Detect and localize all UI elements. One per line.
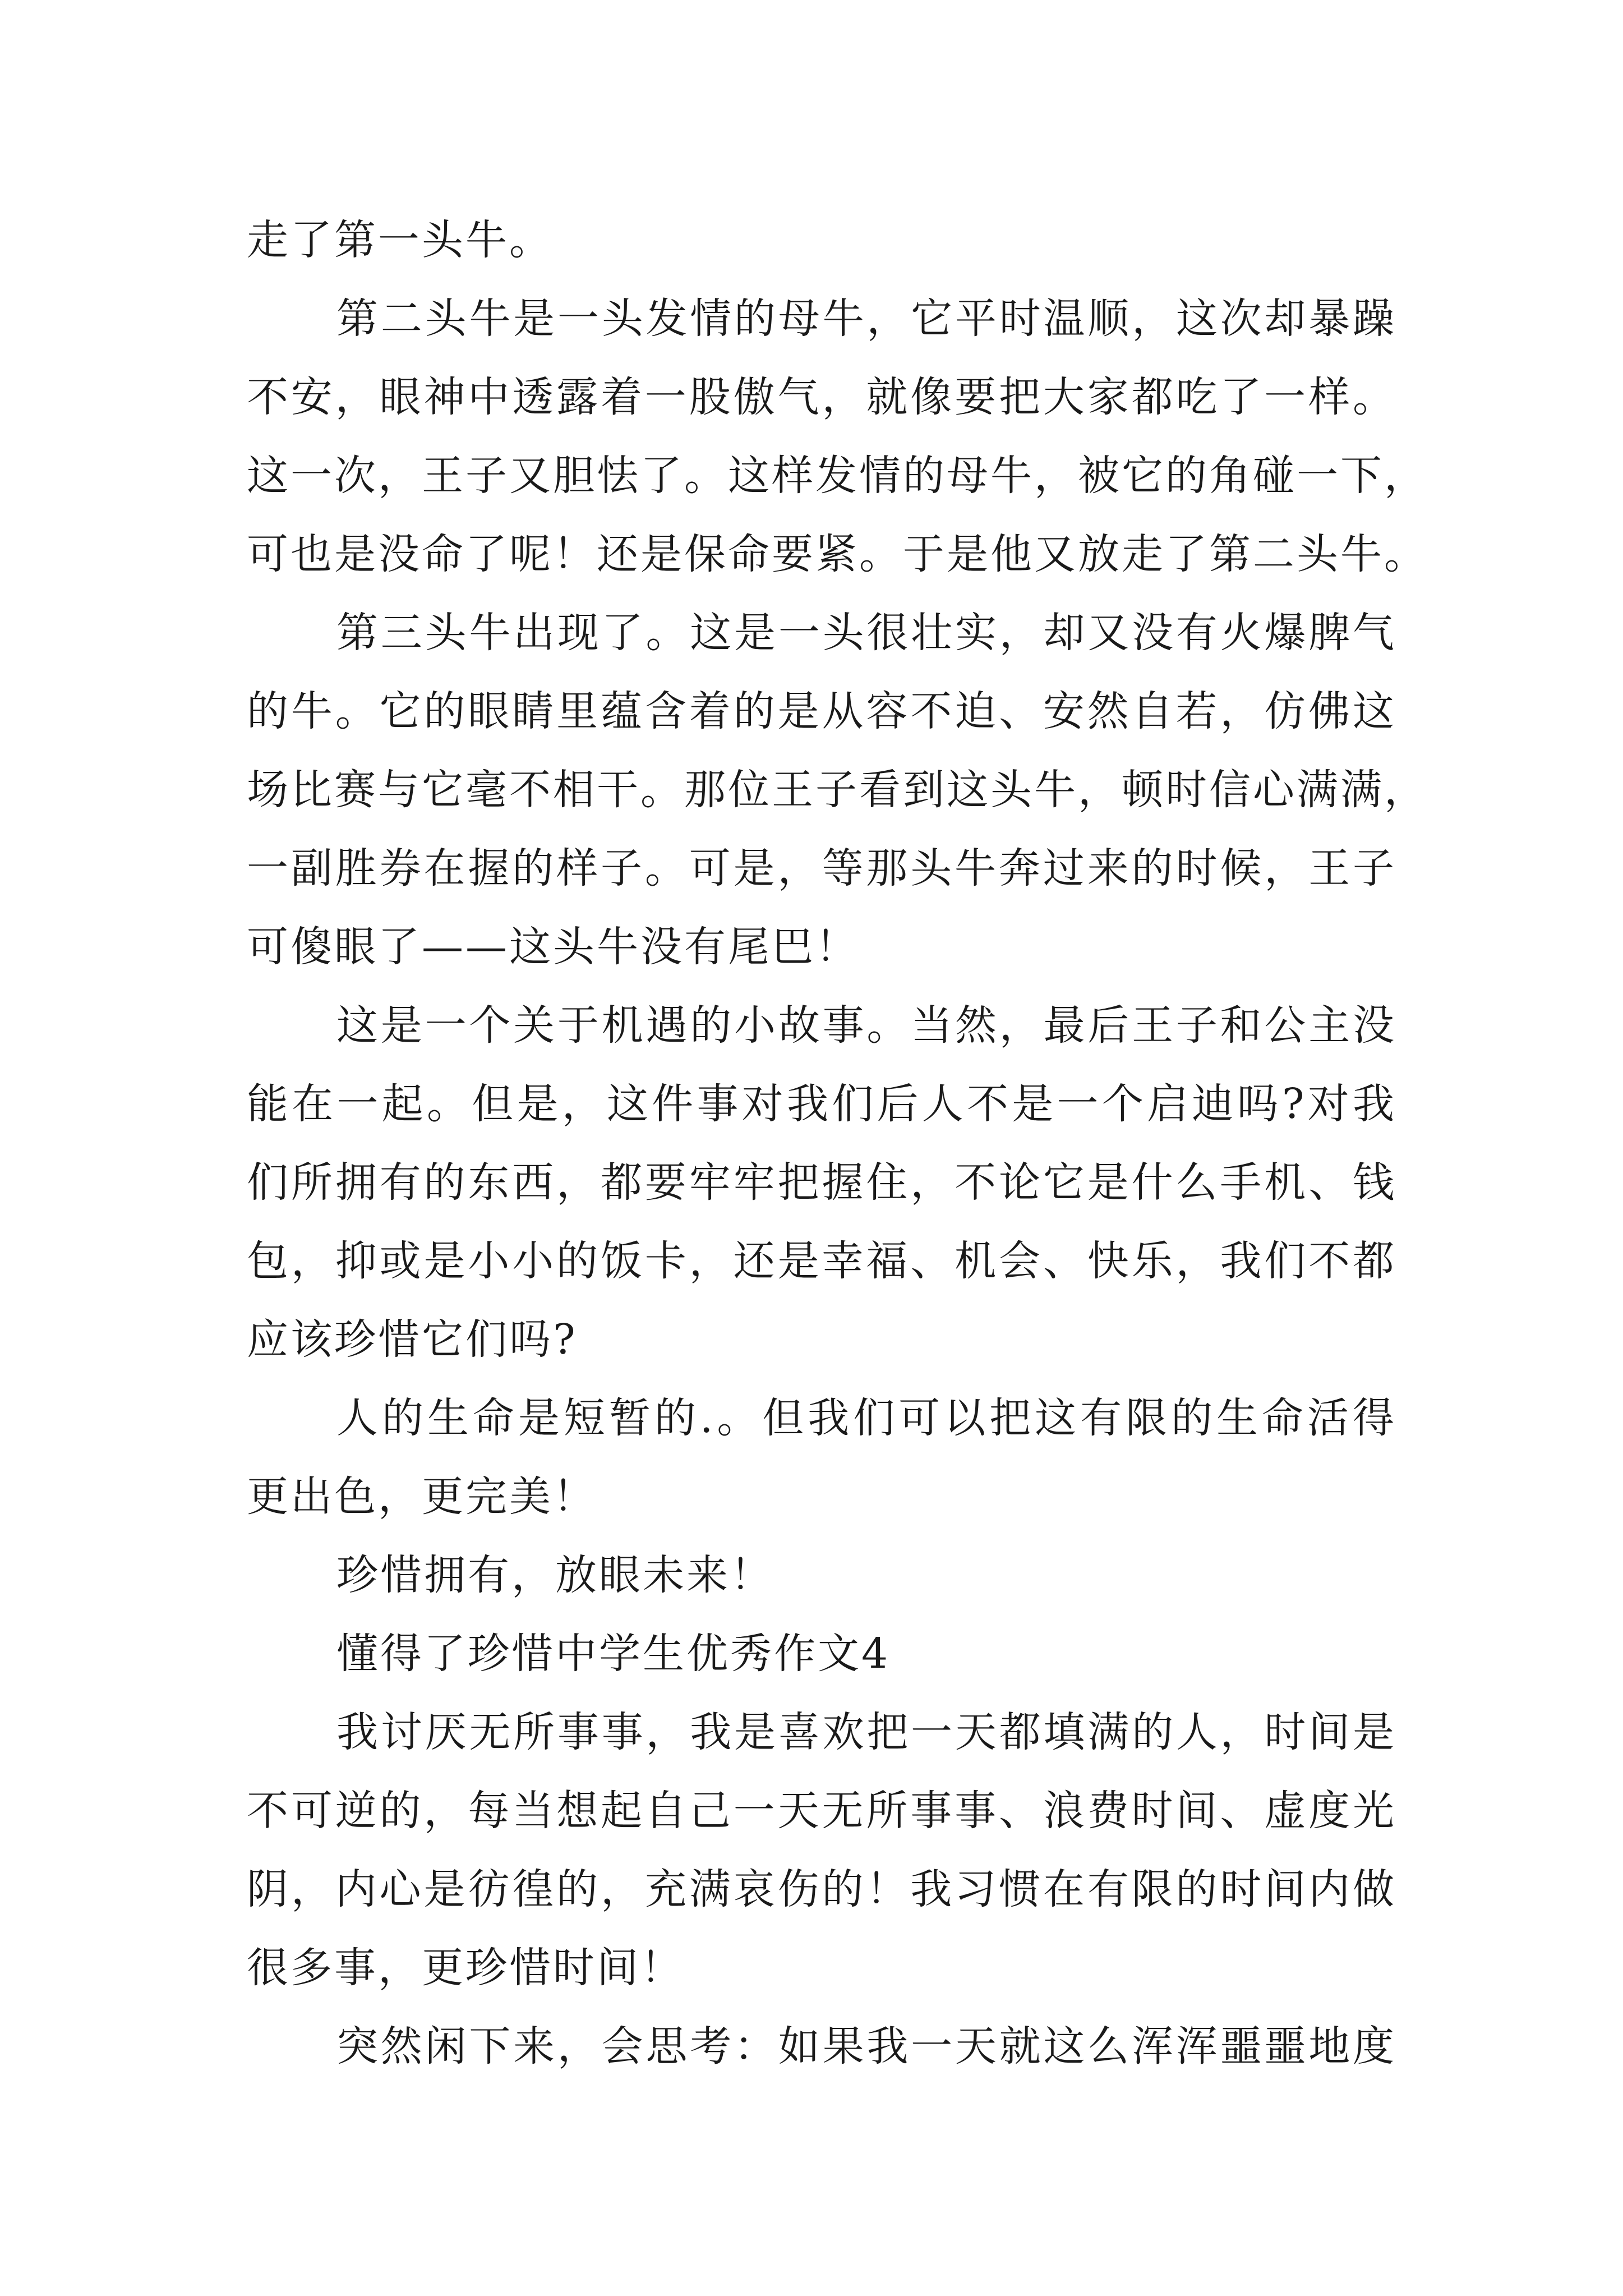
- text-line: 更出色，更完美！: [247, 1473, 597, 1521]
- paragraph-line: 人的生命是短暂的.。但我们可以把这有限的生命活得: [336, 1394, 1396, 1442]
- text-line: 场比赛与它毫不相干。那位王子看到这头牛，顿时信心满满，: [247, 766, 1428, 814]
- paragraph-line: 突然闲下来，会思考：如果我一天就这么浑浑噩噩地度: [336, 2022, 1396, 2070]
- text-line: 一副胜券在握的样子。可是，等那头牛奔过来的时候，王子: [247, 844, 1396, 892]
- paragraph-line: 第二头牛是一头发情的母牛，它平时温顺，这次却暴躁: [336, 295, 1396, 343]
- text-line: 很多事，更珍惜时间！: [247, 1944, 684, 1992]
- paragraph-line: 我讨厌无所事事，我是喜欢把一天都填满的人，时间是: [336, 1708, 1396, 1756]
- section-heading: 懂得了珍惜中学生优秀作文4: [336, 1630, 891, 1678]
- paragraph-line: 第三头牛出现了。这是一头很壮实，却又没有火爆脾气: [336, 609, 1396, 657]
- text-line: 不安，眼神中透露着一股傲气，就像要把大家都吃了一样。: [247, 373, 1396, 421]
- text-line: 可也是没命了呢！还是保命要紧。于是他又放走了第二头牛。: [247, 530, 1428, 578]
- text-line: 包，抑或是小小的饭卡，还是幸福、机会、快乐，我们不都: [247, 1237, 1396, 1285]
- text-line: 应该珍惜它们吗?: [247, 1315, 578, 1364]
- text-line: 这一次，王子又胆怯了。这样发情的母牛，被它的角碰一下，: [247, 452, 1428, 500]
- text-line: 不可逆的，每当想起自己一天无所事事、浪费时间、虚度光: [247, 1787, 1396, 1835]
- text-line: 走了第一头牛。: [247, 216, 553, 264]
- text-line: 的牛。它的眼睛里蕴含着的是从容不迫、安然自若，仿佛这: [247, 687, 1396, 735]
- text-line: 阴，内心是彷徨的，充满哀伤的！我习惯在有限的时间内做: [247, 1865, 1396, 1913]
- paragraph-line: 珍惜拥有，放眼未来！: [336, 1551, 774, 1599]
- text-line: 能在一起。但是，这件事对我们后人不是一个启迪吗?对我: [247, 1080, 1396, 1128]
- text-line: 们所拥有的东西，都要牢牢把握住，不论它是什么手机、钱: [247, 1158, 1396, 1207]
- text-line: 可傻眼了——这头牛没有尾巴！: [247, 923, 859, 971]
- paragraph-line: 这是一个关于机遇的小故事。当然，最后王子和公主没: [336, 1001, 1396, 1050]
